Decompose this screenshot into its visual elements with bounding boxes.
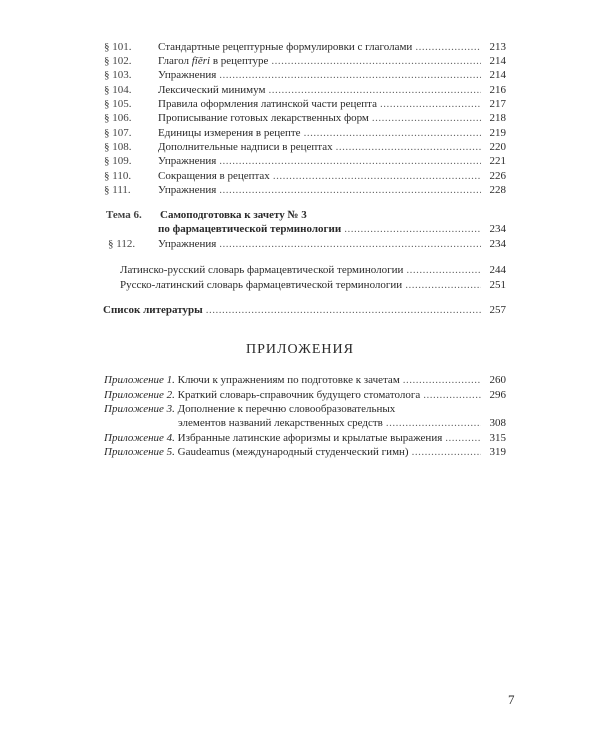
page-ref: 219 [489, 127, 506, 139]
page-ref: 218 [489, 112, 506, 124]
toc-russian-latin-dictionary[interactable] [120, 278, 506, 292]
dot-leader [445, 431, 481, 445]
entry-title [104, 373, 400, 387]
entry-title: Латинско-русский словарь фармацевтической терминологии [120, 264, 404, 276]
appendix-title: Избранные латинские афоризмы и крылатые выражения [177, 432, 443, 444]
page-ref: 319 [489, 446, 506, 458]
entry-title: Список литературы [103, 304, 203, 316]
page-ref: 214 [489, 55, 506, 67]
entry-title: Прописывание готовых лекарственных форм [158, 112, 369, 124]
page-ref: 260 [489, 374, 506, 386]
appendix-label: Приложение 5. [104, 446, 175, 458]
appendix-label: Приложение 3. [104, 403, 175, 415]
page-ref: 226 [489, 170, 506, 182]
dot-leader [219, 68, 481, 82]
appendix-label: Приложение 2. [104, 389, 175, 401]
topic-title-cont: по фармацевтической терминологии [158, 223, 342, 235]
page-ref: 221 [489, 155, 506, 167]
section-number: § 110. [104, 170, 132, 182]
page-ref: 234 [489, 238, 506, 250]
dot-leader [423, 388, 481, 402]
section-number: § 103. [104, 69, 132, 81]
toc-entry-101[interactable] [104, 40, 506, 54]
section-number: § 101. [104, 41, 132, 53]
page-ref: 257 [489, 304, 506, 316]
section-number: § 112. [108, 238, 136, 250]
page-ref: 216 [489, 84, 506, 96]
toc-appendix-3[interactable] [104, 402, 506, 416]
entry-title: Дополнительные надписи в рецептах [158, 141, 333, 153]
section-number: § 105. [104, 98, 132, 110]
entry-title: Правила оформления латинской части рецепта [158, 98, 377, 110]
entry-title: Русско-латинский словарь фармацевтической терминологии [120, 279, 403, 291]
dot-leader [219, 183, 481, 197]
page-ref: 315 [489, 432, 506, 444]
toc-appendix-5[interactable] [104, 445, 506, 459]
toc-entry-107[interactable] [104, 126, 506, 140]
appendix-title: Gaudeamus (международный студенческий гимн) [177, 446, 409, 458]
dot-leader [415, 40, 481, 54]
page-ref: 251 [489, 279, 506, 291]
entry-title: Единицы измерения в рецепте [158, 127, 301, 139]
toc-entry-110[interactable] [104, 169, 506, 183]
dot-leader [372, 111, 481, 125]
toc-entry-108[interactable] [104, 140, 506, 154]
section-number: § 109. [104, 155, 132, 167]
appendices-heading: ПРИЛОЖЕНИЯ [246, 342, 354, 357]
toc-entry-103[interactable] [104, 68, 506, 82]
section-number: § 108. [104, 141, 132, 153]
dot-leader [206, 303, 481, 317]
section-number: § 102. [104, 55, 132, 67]
dot-leader [336, 140, 481, 154]
dot-leader [219, 237, 481, 251]
appendix-title: Дополнение к перечню словообразовательных [177, 403, 396, 415]
section-number: § 111. [104, 184, 131, 196]
page-ref: 234 [489, 223, 506, 235]
page-number: 7 [508, 692, 515, 707]
topic-6-line-2 [104, 222, 506, 236]
appendix-label: Приложение 4. [104, 432, 175, 444]
entry-title [158, 54, 268, 68]
entry-title: Упражнения [158, 238, 217, 250]
toc-appendix-2[interactable] [104, 388, 506, 402]
appendix-title: Ключи к упражнениям по подготовке к зачетам [177, 374, 400, 386]
section-number: § 104. [104, 84, 132, 96]
toc-appendix-4[interactable] [104, 431, 506, 445]
entry-title: Упражнения [158, 69, 217, 81]
toc-entry-112[interactable] [108, 237, 506, 251]
entry-title [104, 445, 409, 459]
toc-entry-109[interactable] [104, 154, 506, 168]
toc-latin-russian-dictionary[interactable] [120, 263, 506, 277]
page-ref: 296 [489, 389, 506, 401]
appendix-label: Приложение 1. [104, 374, 175, 386]
dot-leader [268, 83, 481, 97]
dot-leader [403, 373, 481, 387]
dot-leader [219, 154, 481, 168]
page-ref: 244 [489, 264, 506, 276]
appendix-title-cont: элементов названий лекарственных средств [178, 417, 383, 429]
toc-appendix-1[interactable] [104, 373, 506, 387]
dot-leader [406, 263, 481, 277]
entry-title: Лексический минимум [158, 84, 266, 96]
dot-leader [380, 97, 481, 111]
dot-leader [405, 278, 481, 292]
topic-number: Тема 6. [106, 209, 142, 221]
entry-title: Стандартные рецептурные формулировки с глаголами [158, 41, 413, 53]
toc-bibliography[interactable] [103, 303, 506, 317]
dot-leader [412, 445, 481, 459]
page-ref: 228 [489, 184, 506, 196]
entry-title [104, 431, 442, 445]
page-ref: 308 [489, 417, 506, 429]
page-ref: 213 [489, 41, 506, 53]
page-ref: 214 [489, 69, 506, 81]
entry-title: Упражнения [158, 184, 217, 196]
dot-leader [386, 416, 481, 430]
toc-appendix-3-cont[interactable] [178, 416, 506, 430]
entry-title [104, 388, 420, 402]
dot-leader [344, 222, 481, 236]
entry-title: Сокращения в рецептах [158, 170, 270, 182]
section-number: § 107. [104, 127, 132, 139]
title-italic-part: fĭĕri [191, 55, 211, 67]
toc-entry-102[interactable] [104, 54, 506, 68]
topic-6-line-1 [106, 208, 508, 222]
page-ref: 220 [489, 141, 506, 153]
entry-title: Упражнения [158, 155, 217, 167]
toc-entry-105[interactable] [104, 97, 506, 111]
entry-title [104, 402, 395, 416]
dot-leader [271, 54, 481, 68]
toc-entry-111[interactable] [104, 183, 506, 197]
title-part: в рецептуре [210, 55, 269, 67]
dot-leader [304, 126, 481, 140]
title-part: Глагол [158, 55, 192, 67]
toc-entry-106[interactable] [104, 111, 506, 125]
topic-title: Самоподготовка к зачету № 3 [160, 209, 307, 221]
toc-entry-104[interactable] [104, 83, 506, 97]
dot-leader [273, 169, 481, 183]
page-ref: 217 [489, 98, 506, 110]
appendix-title: Краткий словарь-справочник будущего стоматолога [177, 389, 421, 401]
section-number: § 106. [104, 112, 132, 124]
